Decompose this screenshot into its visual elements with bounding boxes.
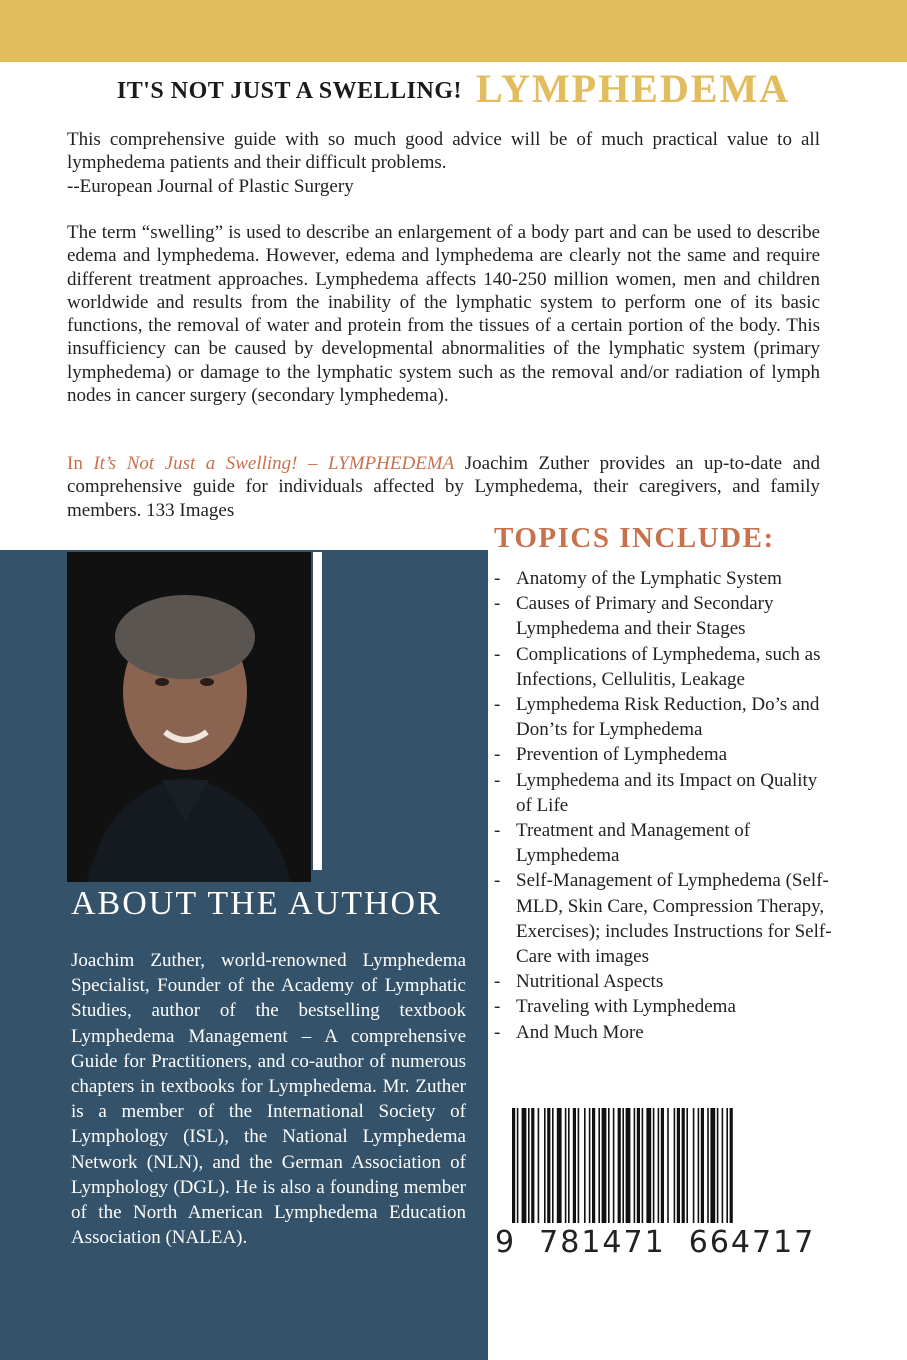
barcode-bar (522, 1108, 527, 1223)
cover-title (0, 62, 907, 115)
topic-item (494, 768, 834, 818)
topic-item (494, 642, 834, 692)
topic-text: Complications of Lymphedema, such as Infections, Cellulitis, Leakage (516, 643, 821, 690)
topic-item (494, 591, 834, 641)
book-description: The term “swelling” is used to describe an enlargement of a body part and can be used to describe edema and lymphedema. However, edema and lymphedema are clearly not the same and require different treatment approaches. Lymphedema affects 140-250 million women, men and children worldwide and results from the inability of the lymphatic system to perform one of its basic functions, the removal of water and protein from the tissues of a certain portion of the body. This insufficiency can be caused by developmental abnormalities of the lymphatic system (primary lymphedema) or damage to the lymphatic system such as the removal and/or radiation of lymph nodes in cancer surgery (secondary lymphedema). (67, 222, 820, 407)
barcode-bar (598, 1108, 600, 1223)
topic-item (494, 1020, 834, 1045)
topic-text: Lymphedema and its Impact on Quality of Life (516, 769, 818, 816)
barcode-bar (528, 1108, 530, 1223)
topic-item (494, 566, 834, 591)
topic-bullet: - (494, 568, 501, 589)
barcode-bar (682, 1108, 685, 1223)
barcode-bar (547, 1108, 550, 1223)
barcode-bar (717, 1108, 719, 1223)
barcode-bar (573, 1108, 576, 1223)
barcode-bar (674, 1108, 676, 1223)
topic-item (494, 994, 834, 1019)
barcode-bar (637, 1108, 640, 1223)
promo-prefix: In (67, 453, 94, 474)
barcode-bar (584, 1108, 586, 1223)
barcode-bar (608, 1108, 610, 1223)
photo-accent-bar (313, 552, 322, 870)
barcode-bar (578, 1108, 580, 1223)
isbn-digits: 9 781471 664717 (495, 1225, 816, 1260)
topic-bullet: - (494, 996, 501, 1018)
about-author-heading: ABOUT THE AUTHOR (71, 885, 442, 922)
topic-bullet: - (494, 769, 501, 791)
barcode-bar (730, 1108, 733, 1223)
topic-bullet: - (494, 643, 501, 665)
barcode-bar (653, 1108, 655, 1223)
topic-text: Treatment and Management of Lymphedema (516, 820, 751, 867)
barcode-bar (531, 1108, 534, 1223)
barcode-bar (552, 1108, 554, 1223)
barcode-bar (544, 1108, 546, 1223)
review-quote: This comprehensive guide with so much good advice will be of much practical value to all lymphedema patients and their difficult problems. (67, 129, 820, 174)
author-photo (67, 552, 311, 882)
barcode-bar (677, 1108, 680, 1223)
barcode-bar (512, 1108, 515, 1223)
topic-text: Prevention of Lymphedema (516, 744, 728, 766)
barcode-bar (589, 1108, 591, 1223)
barcode-bar (658, 1108, 660, 1223)
barcode-bar (710, 1108, 715, 1223)
barcode-bar (565, 1108, 567, 1223)
topic-text: Anatomy of the Lymphatic System (516, 568, 782, 589)
author-bio: Joachim Zuther, world-renowned Lymphedema Specialist, Founder of the Academy of Lymphatic Studies, author of the bestselling textbook Lymphedema Management – A comprehensive Guide for Practitioners, and co-author of numerous chapters in textbooks for Lymphedema. Mr. Zuther is a member of the International Society of Lymphology (ISL), the National Lymphedema Network (NLN), and the German Association of Lymphology (DGL). He is also a founding member of the North American Lymphedema Education Association (NALEA). (71, 950, 466, 1249)
topic-bullet: - (494, 820, 501, 842)
topic-item (494, 742, 834, 767)
barcode-bar (701, 1108, 704, 1223)
barcode-bar (642, 1108, 644, 1223)
barcode-bar (568, 1108, 570, 1223)
barcode-bar (592, 1108, 595, 1223)
barcode-bar (686, 1108, 688, 1223)
topic-item (494, 818, 834, 868)
barcode-bar (517, 1108, 519, 1223)
topic-bullet: - (494, 870, 501, 892)
barcode-bar (622, 1108, 624, 1223)
topic-bullet: - (494, 1021, 501, 1043)
promo-rest: Joachim Zuther provides an up-to-date and comprehensive guide for individuals affected by Lymphedema, their caregivers, and family members. 133 Images (67, 453, 821, 521)
topic-item (494, 969, 834, 994)
barcode-bar (538, 1108, 540, 1223)
topics-list (494, 566, 834, 1045)
barcode-bar (722, 1108, 724, 1223)
topic-bullet: - (494, 744, 501, 766)
topic-text: Traveling with Lymphedema (516, 996, 736, 1018)
barcode-bar (557, 1108, 562, 1223)
barcode-bar (667, 1108, 669, 1223)
barcode-bar (698, 1108, 700, 1223)
topic-text: Causes of Primary and Secondary Lymphedema and their Stages (516, 593, 774, 640)
topic-item (494, 692, 834, 742)
barcode-bar (602, 1108, 607, 1223)
title-prefix: IT'S NOT JUST A SWELLING! (116, 78, 462, 104)
barcode-bar (634, 1108, 636, 1223)
topic-text: Self-Management of Lymphedema (Self-MLD, Skin Care, Compression Therapy, Exercises); includes Instructions for Self-Care with images (516, 870, 832, 968)
barcode-bar (661, 1108, 664, 1223)
topic-text: And Much More (516, 1021, 644, 1043)
topics-heading: TOPICS INCLUDE: (494, 522, 775, 554)
barcode-bar (726, 1108, 728, 1223)
topic-bullet: - (494, 694, 501, 716)
barcode-bar (693, 1108, 695, 1223)
barcode-bar (618, 1108, 621, 1223)
promo-title: It’s Not Just a Swelling! – LYMPHEDEMA (93, 453, 455, 474)
promo-paragraph (67, 452, 820, 522)
review-blurb (67, 128, 820, 198)
review-source: --European Journal of Plastic Surgery (67, 175, 354, 197)
barcode-bar (626, 1108, 631, 1223)
barcode-bar (707, 1108, 709, 1223)
topic-bullet: - (494, 593, 501, 615)
topic-item (494, 868, 834, 969)
barcode-bar (613, 1108, 615, 1223)
topic-text: Nutritional Aspects (516, 971, 664, 993)
topic-text: Lymphedema Risk Reduction, Do’s and Don’ts for Lymphedema (516, 694, 820, 741)
topic-bullet: - (494, 971, 501, 993)
title-main: LYMPHEDEMA (475, 66, 791, 111)
barcode-bar (646, 1108, 651, 1223)
